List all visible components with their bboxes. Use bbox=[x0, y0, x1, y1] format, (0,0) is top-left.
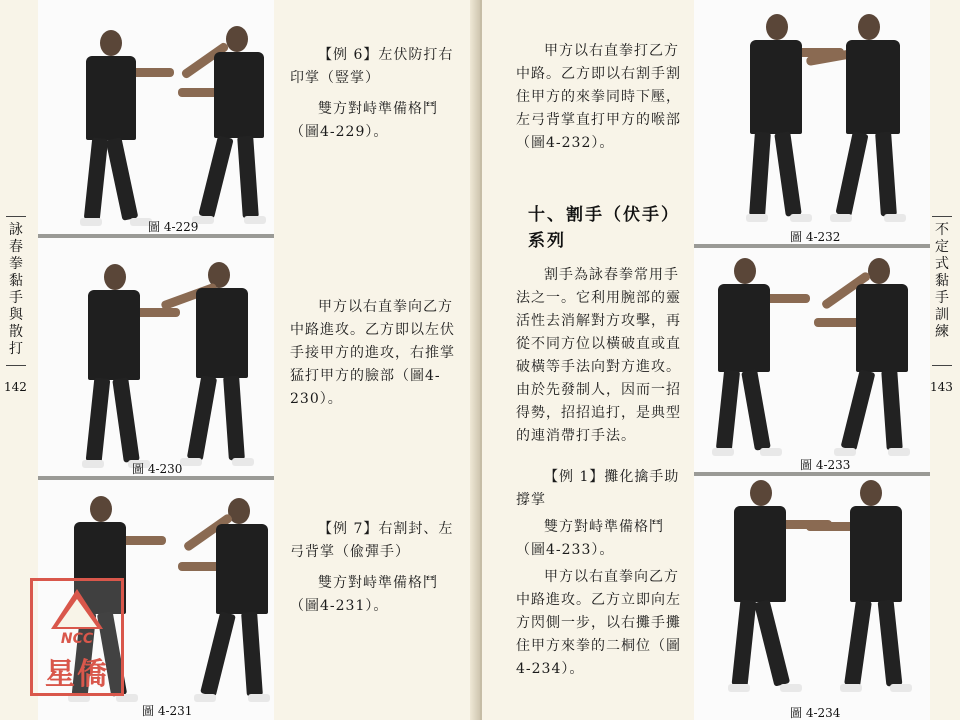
caption-fig-4-233: 圖 4-233 bbox=[800, 458, 851, 472]
paragraph-fig-4-229: 雙方對峙準備格鬥（圖4-229）。 bbox=[290, 101, 438, 140]
caption-fig-4-230: 圖 4-230 bbox=[132, 462, 183, 476]
stamp-latin: NCC bbox=[60, 631, 94, 647]
caption-fig-4-229: 圖 4-229 bbox=[148, 220, 199, 234]
paragraph-fig-4-231: 雙方對峙準備格鬥（圖4-231）。 bbox=[290, 575, 438, 614]
paragraph-fig-4-234: 甲方以右直拳向乙方中路進攻。乙方立即向左方閃側一步，以右攤手攤住甲方來拳的二桐位（圖4-234）。 bbox=[516, 569, 681, 677]
paragraph-fig-4-230: 甲方以右直拳向乙方中路進攻。乙方即以左伏手接甲方的進攻，右推掌猛打甲方的臉部（圖4-230）。 bbox=[290, 299, 455, 407]
paragraph-fig-4-233: 雙方對峙準備格鬥（圖4-233）。 bbox=[516, 519, 664, 558]
caption-fig-4-232: 圖 4-232 bbox=[790, 230, 841, 244]
right-photo-column bbox=[694, 0, 930, 720]
photo-fig-4-232 bbox=[694, 0, 930, 244]
page-number: 142 bbox=[4, 380, 27, 394]
page-number: 143 bbox=[930, 380, 953, 394]
paragraph-fig-4-232: 甲方以右直拳打乙方中路。乙方即以右割手割住甲方的來拳同時下壓，左弓背掌直打甲方的喉部（圖4-232）。 bbox=[516, 43, 681, 151]
example-7-heading: 【例 7】右割封、左弓背掌（偸彈手） bbox=[290, 521, 454, 560]
photo-fig-4-230 bbox=[38, 238, 274, 476]
photo-fig-4-234 bbox=[694, 476, 930, 720]
ncc-stamp-logo bbox=[30, 578, 124, 696]
left-page bbox=[0, 0, 478, 720]
example-1-heading: 【例 1】攤化擒手助撐掌 bbox=[516, 469, 680, 508]
stamp-chinese: 星僑 bbox=[45, 657, 109, 692]
example-6-heading: 【例 6】左伏防打右印掌（豎掌） bbox=[290, 47, 454, 86]
section-intro-paragraph: 割手為詠春拳常用手法之一。它利用腕部的靈活性去消解對方攻擊，再從不同方位以橫破直或直破橫等手法向對方進攻。由於先發制人，因而一招得勢，招招追打，是典型的連消帶打手法。 bbox=[516, 267, 681, 444]
running-title: 不定式黏手訓練 bbox=[935, 222, 949, 340]
section-10-heading: 十、割手（伏手）系列 bbox=[528, 205, 672, 251]
caption-fig-4-231: 圖 4-231 bbox=[142, 704, 193, 718]
right-page bbox=[482, 0, 960, 720]
photo-fig-4-229 bbox=[38, 0, 274, 234]
running-title: 詠春拳黏手與散打 bbox=[9, 222, 23, 357]
photo-fig-4-233 bbox=[694, 248, 930, 472]
caption-fig-4-234: 圖 4-234 bbox=[790, 706, 841, 720]
